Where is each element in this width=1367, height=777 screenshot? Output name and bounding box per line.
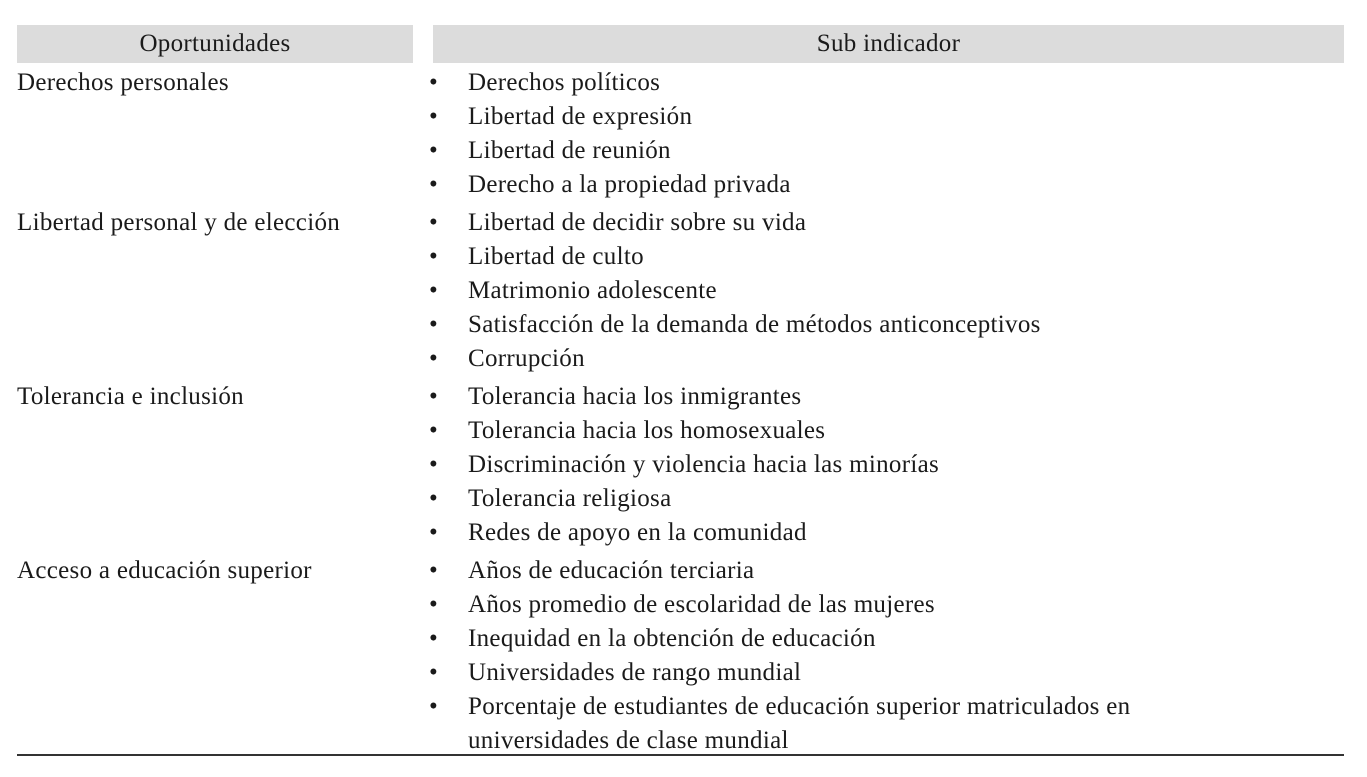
- item-text: Años promedio de escolaridad de las mujeres: [468, 591, 935, 618]
- table-bottom-rule: [17, 754, 1344, 756]
- bullet-icon: •: [429, 451, 439, 478]
- sub-indicator-list: [429, 66, 1344, 202]
- bullet-icon: •: [429, 693, 439, 720]
- bullet-icon: •: [429, 625, 439, 652]
- list-item: [429, 690, 1344, 758]
- list-item: [429, 414, 1344, 448]
- list-item: [429, 588, 1344, 622]
- bullet-icon: •: [429, 383, 439, 410]
- bullet-icon: •: [429, 485, 439, 512]
- bullet-icon: •: [429, 591, 439, 618]
- header-oportunidades: Oportunidades: [139, 30, 291, 57]
- group-label: Acceso a educación superior: [17, 557, 312, 584]
- bullet-icon: •: [429, 171, 439, 198]
- item-text: Derechos políticos: [468, 69, 661, 96]
- list-item: [429, 482, 1344, 516]
- bullet-icon: •: [429, 659, 439, 686]
- item-text: Tolerancia religiosa: [468, 485, 672, 512]
- list-item: [429, 656, 1344, 690]
- table-row: [17, 554, 1344, 758]
- item-text: Matrimonio adolescente: [468, 277, 717, 304]
- item-text: Años de educación terciaria: [468, 557, 755, 584]
- sub-indicator-list: [429, 380, 1344, 550]
- bullet-icon: •: [429, 557, 439, 584]
- list-item: [429, 206, 1344, 240]
- list-item: [429, 554, 1344, 588]
- item-text: Libertad de decidir sobre su vida: [468, 209, 807, 236]
- bullet-icon: •: [429, 345, 439, 372]
- list-item: [429, 274, 1344, 308]
- header-sub-indicador: Sub indicador: [816, 30, 961, 57]
- table-header: [17, 25, 1344, 63]
- list-item: [429, 308, 1344, 342]
- sub-indicator-list: [429, 206, 1344, 376]
- list-item: [429, 100, 1344, 134]
- list-item: [429, 516, 1344, 550]
- list-item: [429, 168, 1344, 202]
- bullet-icon: •: [429, 209, 439, 236]
- item-text: Tolerancia hacia los homosexuales: [468, 417, 826, 444]
- group-label: Libertad personal y de elección: [17, 209, 341, 236]
- item-text: Libertad de reunión: [468, 137, 671, 164]
- list-item: [429, 134, 1344, 168]
- bullet-icon: •: [429, 417, 439, 444]
- bullet-icon: •: [429, 103, 439, 130]
- item-text: Libertad de culto: [468, 243, 644, 270]
- list-item: [429, 622, 1344, 656]
- item-text: Porcentaje de estudiantes de educación superior matriculados en universidades de clase mundial: [468, 693, 1131, 754]
- table-row: [17, 206, 1344, 376]
- item-text: Redes de apoyo en la comunidad: [468, 519, 807, 546]
- item-text: Tolerancia hacia los inmigrantes: [468, 383, 802, 410]
- header-gap: [413, 25, 433, 63]
- bullet-icon: •: [429, 311, 439, 338]
- list-item: [429, 448, 1344, 482]
- sub-indicator-list: [429, 554, 1344, 758]
- list-item: [429, 380, 1344, 414]
- item-text: Universidades de rango mundial: [468, 659, 802, 686]
- list-item: [429, 342, 1344, 376]
- list-item: [429, 240, 1344, 274]
- table-row: [17, 63, 1344, 202]
- item-text: Corrupción: [468, 345, 585, 372]
- item-text: Libertad de expresión: [468, 103, 693, 130]
- opportunities-table: [17, 25, 1344, 758]
- bullet-icon: •: [429, 69, 439, 96]
- table-row: [17, 380, 1344, 550]
- list-item: [429, 66, 1344, 100]
- group-label: Tolerancia e inclusión: [17, 383, 244, 410]
- group-label: Derechos personales: [17, 69, 229, 96]
- item-text: Discriminación y violencia hacia las minorías: [468, 451, 939, 478]
- bullet-icon: •: [429, 277, 439, 304]
- item-text: Inequidad en la obtención de educación: [468, 625, 876, 652]
- bullet-icon: •: [429, 243, 439, 270]
- item-text: Derecho a la propiedad privada: [468, 171, 791, 198]
- bullet-icon: •: [429, 137, 439, 164]
- item-text: Satisfacción de la demanda de métodos anticonceptivos: [468, 311, 1041, 338]
- bullet-icon: •: [429, 519, 439, 546]
